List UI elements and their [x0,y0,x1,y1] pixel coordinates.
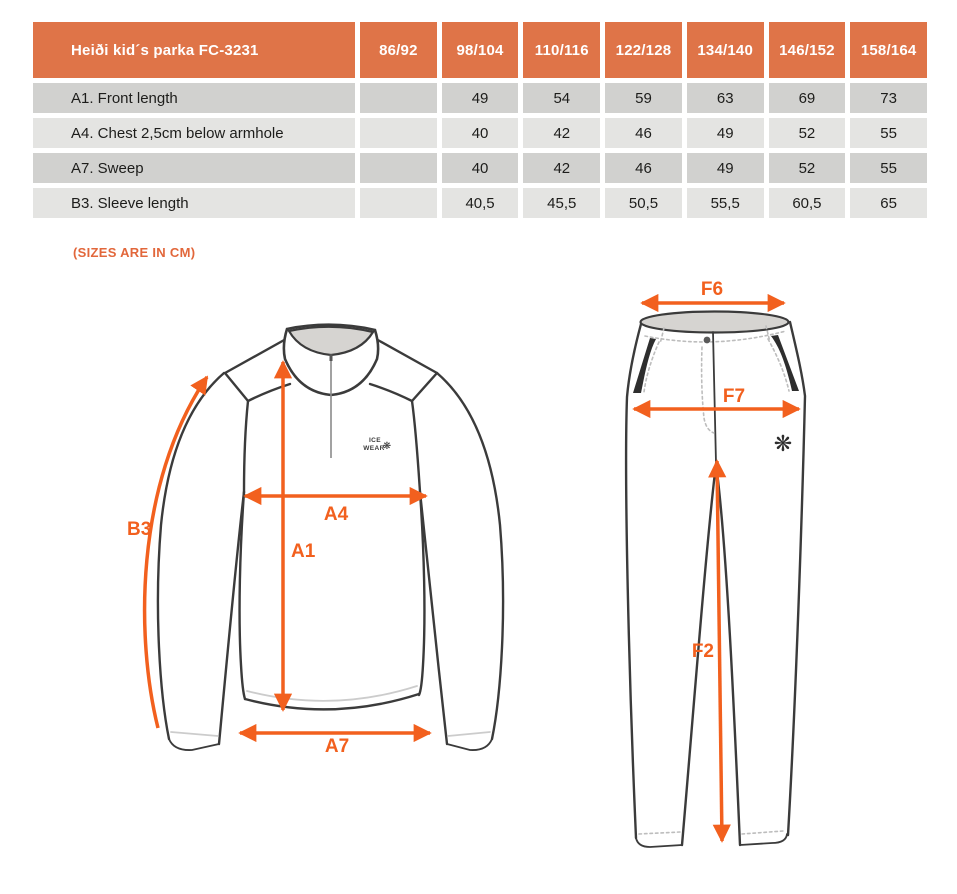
jacket-diagram [158,325,503,750]
jacket-left-sleeve-outline [158,373,224,739]
b3-dimension-arrow [145,377,207,728]
value-cell: 63 [687,83,764,113]
f2-dimension-label: F2 [691,641,714,662]
product-header-cell: Heiði kid´s parka FC-3231 [33,22,355,78]
jacket-right-cuff [447,739,492,750]
value-cell: 42 [523,118,600,148]
f6-dimension-label: F6 [700,279,724,300]
b3-dimension-label: B3 [127,519,152,540]
value-cell: 55,5 [687,188,764,218]
pants-left-hem-stitch [639,832,680,834]
size-header-cell: 146/152 [769,22,846,78]
center-front-seam [713,332,716,463]
a7-dimension-label: A7 [324,736,350,757]
value-cell: 52 [769,118,846,148]
row-label-cell: A1. Front length [33,83,355,113]
size-header-cell: 134/140 [687,22,764,78]
value-cell: 65 [850,188,927,218]
pants-left-outline [626,324,641,838]
pants-right-outline [788,322,805,835]
jacket-left-shoulder-seam [225,339,290,401]
jacket-right-cuff-band [448,732,490,736]
size-header-cell: 110/116 [523,22,600,78]
units-note: (SIZES ARE IN CM) [73,245,196,260]
jacket-left-raglan-seam [244,401,248,492]
jacket-logo-text-line1: ICE [368,437,382,444]
value-cell: 59 [605,83,682,113]
row-label-cell: A7. Sweep [33,153,355,183]
value-cell: 49 [687,153,764,183]
value-cell: 49 [687,118,764,148]
jacket-right-sleeve-outline [437,373,503,739]
value-cell: 54 [523,83,600,113]
value-cell: 55 [850,153,927,183]
a1-dimension-label: A1 [291,541,316,562]
value-cell: 46 [605,153,682,183]
value-cell: 40,5 [442,188,519,218]
snowflake-icon: ❋ [773,432,793,457]
fly-stitch [702,347,714,433]
value-cell: 40 [442,118,519,148]
value-cell: 52 [769,153,846,183]
jacket-left-cuff [169,739,219,750]
size-header-cell: 86/92 [360,22,437,78]
value-cell: 73 [850,83,927,113]
row-label-cell: B3. Sleeve length [33,188,355,218]
dimension-annotations [127,279,799,841]
jacket-left-cuff-band [171,732,218,736]
jacket-logo-text-line2: WEAR [363,445,385,452]
value-cell: 42 [523,153,600,183]
pants-left-hem [636,838,682,847]
pants-waistband-opening [641,312,789,333]
value-cell: 45,5 [523,188,600,218]
jacket-right-shoulder-seam [370,339,437,401]
value-cell: 55 [850,118,927,148]
pants-right-hem-stitch [742,831,783,834]
pants-diagram [626,312,805,848]
value-cell: 46 [605,118,682,148]
value-cell: 40 [442,153,519,183]
jacket-hem-band [247,686,417,701]
value-cell: 50,5 [605,188,682,218]
waist-button [704,337,711,344]
value-cell: 49 [442,83,519,113]
snowflake-icon: ❋ [382,441,392,452]
f7-dimension-label: F7 [722,386,746,407]
size-header-cell: 158/164 [850,22,927,78]
size-header-cell: 98/104 [442,22,519,78]
jacket-logo [363,437,391,452]
value-cell: 69 [769,83,846,113]
a4-dimension-label: A4 [323,504,349,525]
row-label-cell: A4. Chest 2,5cm below armhole [33,118,355,148]
size-header-cell: 122/128 [605,22,682,78]
value-cell: 60,5 [769,188,846,218]
jacket-right-raglan-seam [412,401,420,492]
pants-right-hem [740,834,787,845]
